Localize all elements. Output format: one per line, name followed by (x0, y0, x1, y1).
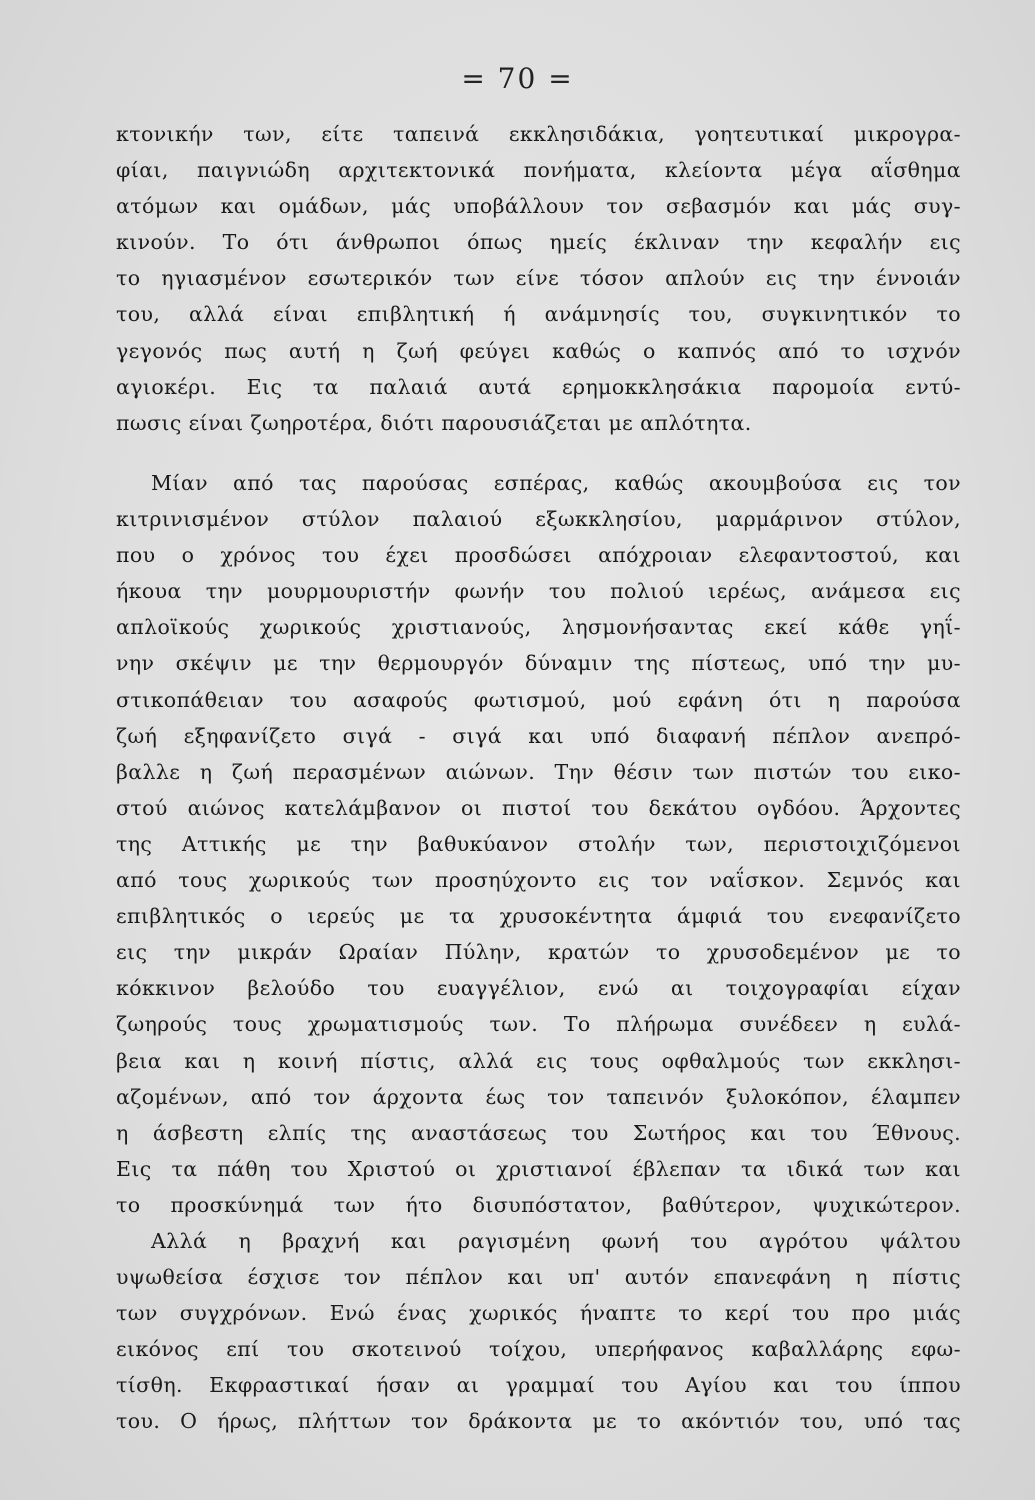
text-line: από τους χωρικούς των προσηύχοντο εις τον ναΐσκον. Σεμνός και (116, 868, 961, 893)
text-line: βαλλε η ζωή περασμένων αιώνων. Την θέσιν των πιστών του εικο- (116, 759, 961, 784)
text-line: ζωηρούς τους χρωματισμούς των. Το πλήρωμα συνέδεεν η ευλά- (116, 1012, 961, 1037)
text-line: η άσβεστη ελπίς της αναστάσεως του Σωτήρος και του Έθνους. (116, 1120, 961, 1145)
text-line: στού αιώνος κατελάμβανον οι πιστοί του δεκάτου ογδόου. Άρχοντες (116, 795, 961, 820)
text-line: κόκκινον βελούδο του ευαγγέλιον, ενώ αι τοιχογραφίαι είχαν (116, 976, 961, 1001)
text-line: επιβλητικός ο ιερεύς με τα χρυσοκέντητα άμφιά του ενεφανίζετο (116, 904, 961, 929)
text-line: ατόμων και ομάδων, μάς υποβάλλουν τον σεβασμόν και μάς συγ- (116, 194, 961, 219)
text-line: στικοπάθειαν του ασαφούς φωτισμού, μού εφάνη ότι η παρούσα (116, 687, 961, 712)
text-line: ζωή εξηφανίζετο σιγά - σιγά και υπό διαφανή πέπλον ανεπρό- (116, 723, 961, 748)
text-line: απλοϊκούς χωρικούς χριστιανούς, λησμονήσαντας εκεί κάθε γηΐ- (116, 615, 961, 640)
text-line: τίσθη. Εκφραστικαί ήσαν αι γραμμαί του Αγίου και του ίππου (116, 1373, 961, 1398)
text-line: των συγχρόνων. Ενώ ένας χωρικός ήναπτε το κερί του προ μιάς (116, 1301, 961, 1326)
text-line: βεια και η κοινή πίστις, αλλά εις τους οφθαλμούς των εκκλησι- (116, 1048, 961, 1073)
text-line: πωσις είναι ζωηροτέρα, διότι παρουσιάζεται με απλότητα. (116, 410, 752, 435)
text-line: φίαι, παιγνιώδη αρχιτεκτονικά πονήματα, κλείοντα μέγα αΐσθημα (116, 158, 961, 183)
text-line: αγιοκέρι. Εις τα παλαιά αυτά ερημοκκλησάκια παρομοία εντύ- (116, 374, 961, 399)
text-line: που ο χρόνος του έχει προσδώσει απόχροιαν ελεφαντοστού, και (116, 543, 961, 568)
page-number: = 70 = (461, 62, 574, 95)
text-line: νην σκέψιν με την θερμουργόν δύναμιν της πίστεως, υπό την μυ- (116, 651, 961, 676)
text-line: Μίαν από τας παρούσας εσπέρας, καθώς ακουμβούσα εις τον (151, 471, 961, 495)
text-line: το προσκύνημά των ήτο δισυπόστατον, βαθύτερον, ψυχικώτερον. (116, 1192, 961, 1217)
text-line: της Αττικής με την βαθυκύανον στολήν των, περιστοιχιζόμενοι (116, 831, 961, 856)
text-line: Εις τα πάθη του Χριστού οι χριστιανοί έβλεπαν τα ιδικά των και (116, 1156, 961, 1181)
text-line: εις την μικράν Ωραίαν Πύλην, κρατών το χρυσοδεμένον με το (116, 940, 961, 965)
text-line: γεγονός πως αυτή η ζωή φεύγει καθώς ο καπνός από το ισχνόν (116, 338, 961, 363)
text-line: κτονικήν των, είτε ταπεινά εκκλησιδάκια, γοητευτικαί μικρογρα- (116, 122, 961, 146)
text-line: αζομένων, από τον άρχοντα έως τον ταπεινόν ξυλοκόπον, έλαμπεν (116, 1084, 961, 1109)
text-line: Αλλά η βραχνή και ραγισμένη φωνή του αγρότου ψάλτου (151, 1228, 961, 1253)
text-line: του. Ο ήρως, πλήττων τον δράκοντα με το ακόντιόν του, υπό τας (116, 1409, 961, 1434)
paragraph-2 (116, 465, 961, 1440)
paragraph-1 (116, 116, 961, 441)
text-line: εικόνος επί του σκοτεινού τοίχου, υπερήφανος καβαλλάρης εφω- (116, 1337, 961, 1362)
text-line: ήκουα την μουρμουριστήν φωνήν του πολιού ιερέως, ανάμεσα εις (116, 579, 961, 604)
text-line: κινούν. Το ότι άνθρωποι όπως ημείς έκλιναν την κεφαλήν εις (116, 230, 961, 255)
text-line: του, αλλά είναι επιβλητική ή ανάμνησίς του, συγκινητικόν το (116, 302, 961, 327)
text-line: υψωθείσα έσχισε τον πέπλον και υπ' αυτόν επανεφάνη η πίστις (116, 1265, 961, 1290)
text-line: κιτρινισμένον στύλον παλαιού εξωκκλησίου, μαρμάρινον στύλον, (116, 507, 961, 532)
text-line: το ηγιασμένον εσωτερικόν των είνε τόσον απλούν εις την έννοιάν (116, 266, 961, 291)
